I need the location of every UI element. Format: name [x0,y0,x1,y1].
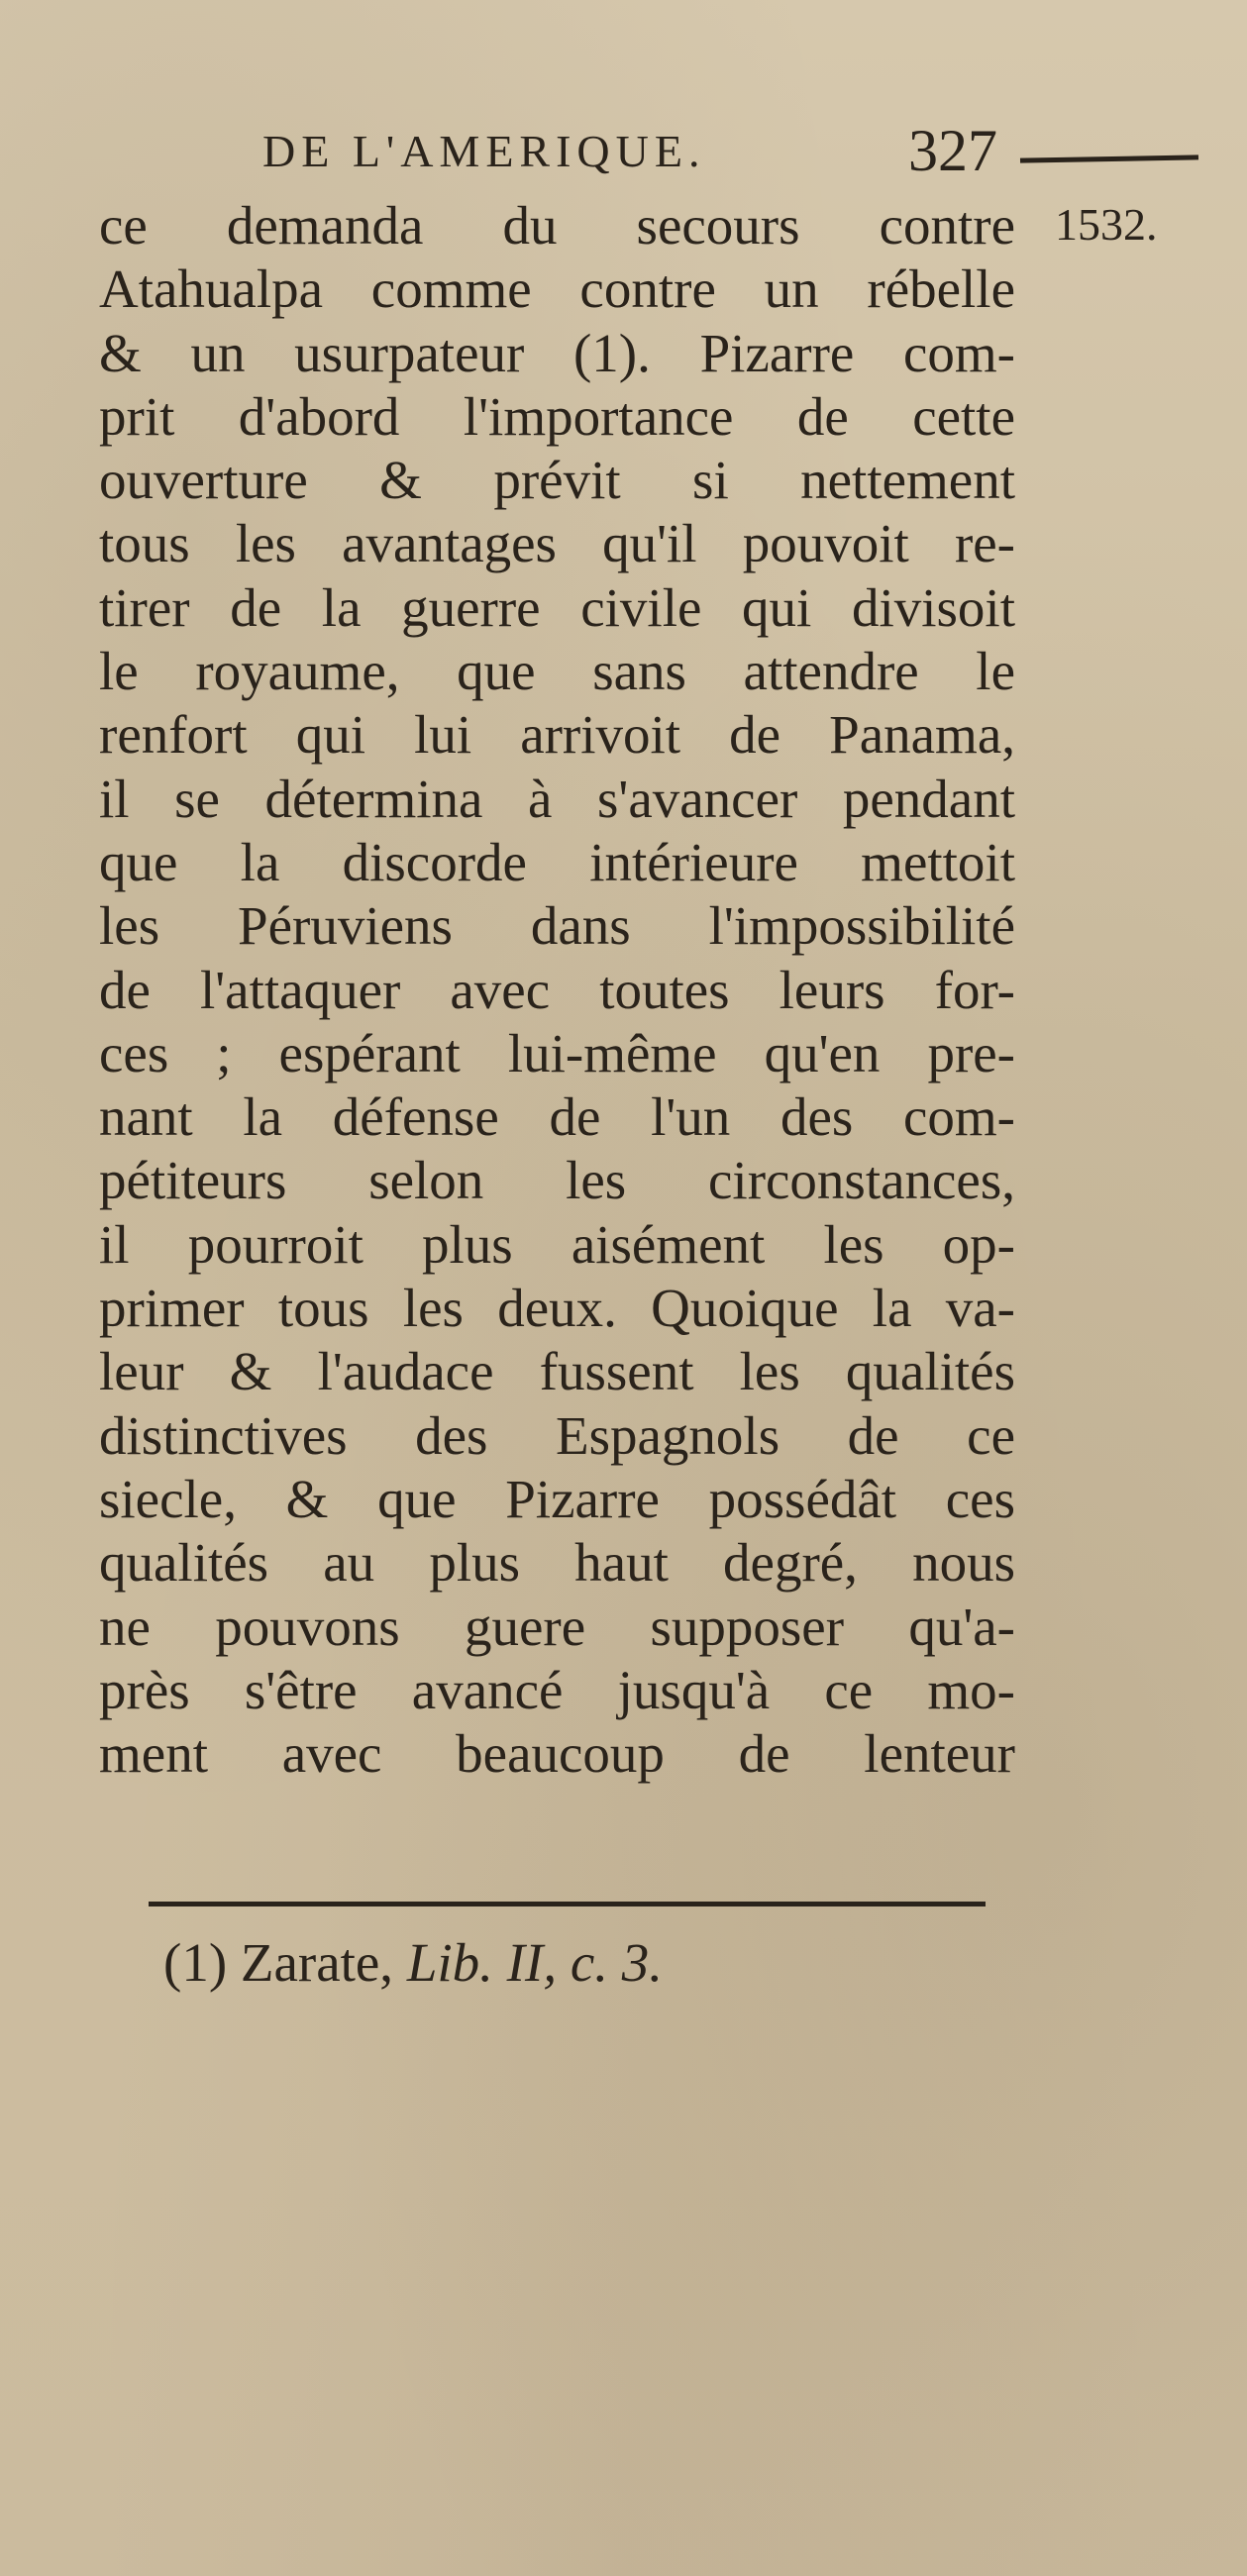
text-line: & un usurpateur (1). Pizarre com- [99,322,1015,383]
text-line: qualités au plus haut degré, nous [99,1532,1015,1594]
footnote-reference: Lib. II, c. 3. [406,1932,663,1993]
text-line: leur & l'audace fussent les qualités [99,1341,1015,1402]
text-line: siecle, & que Pizarre possédât ces [99,1468,1015,1529]
text-line: près s'être avancé jusqu'à ce mo- [99,1659,1015,1720]
running-head: DE L'AMERIQUE. [262,126,706,176]
text-line: ment avec beaucoup de lenteur [99,1723,1015,1785]
text-line: primer tous les deux. Quoique la va- [99,1278,1015,1339]
text-line: il pourroit plus aisément les op- [99,1213,1015,1275]
text-line: ce demanda du secours contre [99,195,1015,256]
footnote-rule [149,1902,986,1906]
text-line: renfort qui lui arrivoit de Panama, [99,704,1015,766]
text-line: de l'attaquer avec toutes leurs for- [99,959,1015,1020]
text-line: ne pouvons guere supposer qu'a- [99,1596,1015,1657]
footnote-marker: (1) Zarate, [163,1932,394,1993]
text-line: ouverture & prévit si nettement [99,450,1015,511]
page-number: 327 [908,118,997,183]
text-line: le royaume, que sans attendre le [99,641,1015,702]
text-line: il se détermina à s'avancer pendant [99,768,1015,829]
text-line: tous les avantages qu'il pouvoit re- [99,513,1015,574]
body-text [99,194,1015,1786]
text-line: les Péruviens dans l'impossibilité [99,895,1015,957]
page-header [262,117,1213,186]
text-line: tirer de la guerre civile qui divisoit [99,576,1015,638]
text-line: pétiteurs selon les circonstances, [99,1150,1015,1211]
text-line: distinctives des Espagnols de ce [99,1404,1015,1466]
footnote [163,1931,663,1994]
header-rule [1020,155,1198,162]
text-line: Atahualpa comme contre un rébelle [99,258,1015,320]
text-line: que la discorde intérieure mettoit [99,831,1015,892]
margin-year-note: 1532. [1055,199,1158,250]
text-line: prit d'abord l'importance de cette [99,385,1015,447]
text-line: ces ; espérant lui-même qu'en pre- [99,1022,1015,1083]
text-line: nant la défense de l'un des com- [99,1086,1015,1148]
